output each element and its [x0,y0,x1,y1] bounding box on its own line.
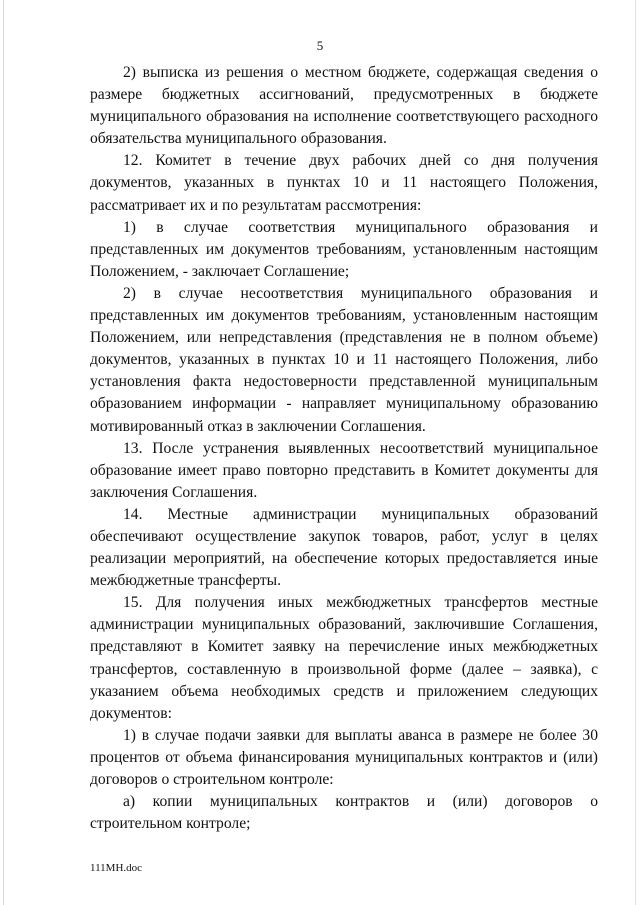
page-number: 5 [316,38,324,53]
paragraph-14: 14. Местные администрации муниципальных образований обеспечивают осуществление закупок товаров, работ, услуг в целях реализации мероприятий, на обеспечение которых предоставляется иные межбюджетные трансферты. [90,505,598,590]
paragraph-13: 13. После устранения выявленных несоответствий муниципальное образование имеет право повторно представить в Комитет документы для заключения Соглашения. [90,439,598,501]
paragraph-12-1: 1) в случае соответствия муниципального образования и представленных им документов требованиям, установленным настоящим Положением, - заключает Соглашение; [90,218,598,280]
paragraph-15: 15. Для получения иных межбюджетных трансфертов местные администрации муниципальных образований, заключившие Соглашения, представляют в Комитет заявку на перечисление иных межбюджетных трансфертов, составленную в произвольной форме (далее – заявка), с указанием объема необходимых средств и приложением следующих документов: [90,594,598,722]
scan-edge-left [3,0,4,905]
paragraph-15-1-a: а) копии муниципальных контрактов и (или) договоров о строительном контроле; [90,793,598,833]
paragraph-12: 12. Комитет в течение двух рабочих дней со дня получения документов, указанных в пунктах 10 и 11 настоящего Положения, рассматривает их и по результатам рассмотрения: [90,152,598,214]
paragraph-12-2: 2) в случае несоответствия муниципального образования и представленных им документов требованиям, установленным настоящим Положением, или непредставления (представления не в полном объеме) документов, указанных в пунктах 10 и 11 настоящего Положения, либо установления факта недостоверности представленной муниципальным образованием информации - направляет муниципальному образованию мотивированный отказ в заключении Соглашения. [90,284,598,435]
scan-edge-right [635,0,636,905]
paragraph-budget-extract: 2) выписка из решения о местном бюджете, содержащая сведения о размере бюджетных ассигнований, предусмотренных в бюджете муниципального образования на исполнение соответствующего расходного обязательства муниципального образования. [90,64,598,148]
footer-filename: 111МН.doc [90,862,143,874]
paragraph-15-1: 1) в случае подачи заявки для выплаты аванса в размере не более 30 процентов от объема финансирования муниципальных контрактов и (или) договоров о строительном контроле: [90,726,598,788]
document-body [90,62,598,835]
